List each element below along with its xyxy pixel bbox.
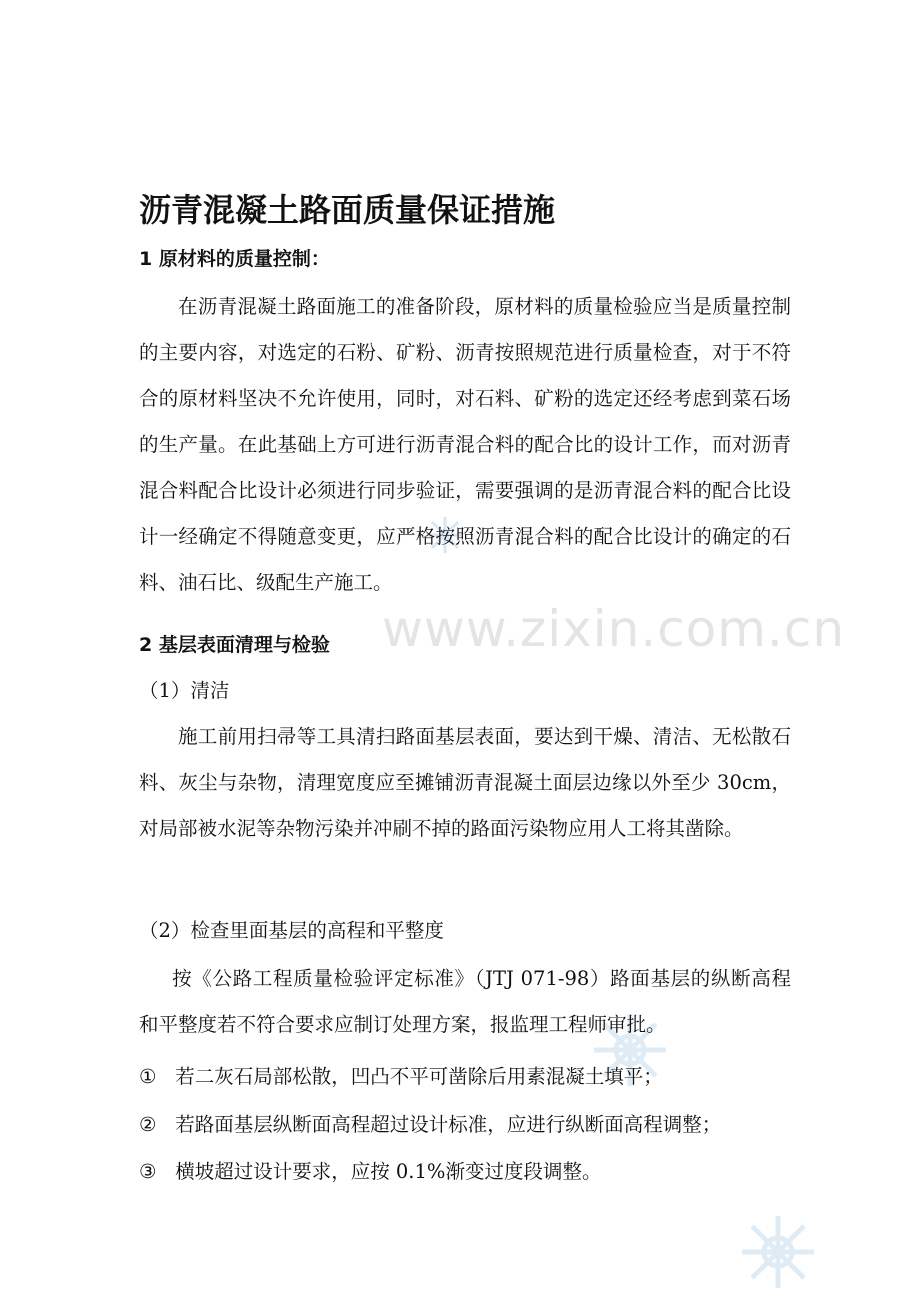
- list-item-text: 横坡超过设计要求，应按 0.1%渐变过度段调整。: [175, 1160, 602, 1183]
- subsection-2-paragraph: 按《公路工程质量检验评定标准》（JTJ 071-98）路面基层的纵断高程和平整度若不符合要求应制订处理方案，报监理工程师审批。: [139, 967, 791, 1036]
- section-1-heading: 1 原材料的质量控制：: [139, 248, 330, 270]
- subsection-2-label: （2）检查里面基层的高程和平整度: [139, 919, 444, 942]
- list-item: [139, 1062, 663, 1092]
- list-item-number: ③: [139, 1160, 157, 1183]
- site-watermark: www.zixin.com.cn: [382, 600, 846, 658]
- subsection-1-label: （1）清洁: [139, 679, 230, 702]
- list-item-text: 若二灰石局部松散，凹凸不平可凿除后用素混凝土填平；: [175, 1065, 663, 1088]
- list-item-number: ②: [139, 1113, 157, 1136]
- list-item: [139, 1110, 721, 1140]
- list-item: [139, 1157, 601, 1187]
- section-2-heading: 2 基层表面清理与检验: [139, 634, 330, 656]
- section-1-paragraph: 在沥青混凝土路面施工的准备阶段，原材料的质量检验应当是质量控制的主要内容，对选定的石粉、矿粉、沥青按照规范进行质量检查，对于不符合的原材料坚决不允许使用，同时，对石料、矿粉的选定还经考虑到菜石场的生产量。在此基础上方可进行沥青混合料的配合比的设计工作，而对沥青混合料配合比设计必须进行同步验证，需要强调的是沥青混合料的配合比设计一经确定不得随意变更，应严格按照沥青混合料的配合比设计的确定的石料、油石比、级配生产施工。: [139, 295, 791, 594]
- snowflake-watermark-icon: [738, 1212, 818, 1292]
- list-item-number: ①: [139, 1065, 157, 1088]
- list-item-text: 若路面基层纵断面高程超过设计标准，应进行纵断面高程调整；: [175, 1113, 722, 1136]
- subsection-1-paragraph: 施工前用扫帚等工具清扫路面基层表面，要达到干燥、清洁、无松散石料、灰尘与杂物，清理宽度应至摊铺沥青混凝土面层边缘以外至少 30cm，对局部被水泥等杂物污染并冲刷不掉的路面污染物应用人工将其凿除。: [139, 725, 791, 840]
- document-title: 沥青混凝土路面质量保证措施: [139, 191, 556, 229]
